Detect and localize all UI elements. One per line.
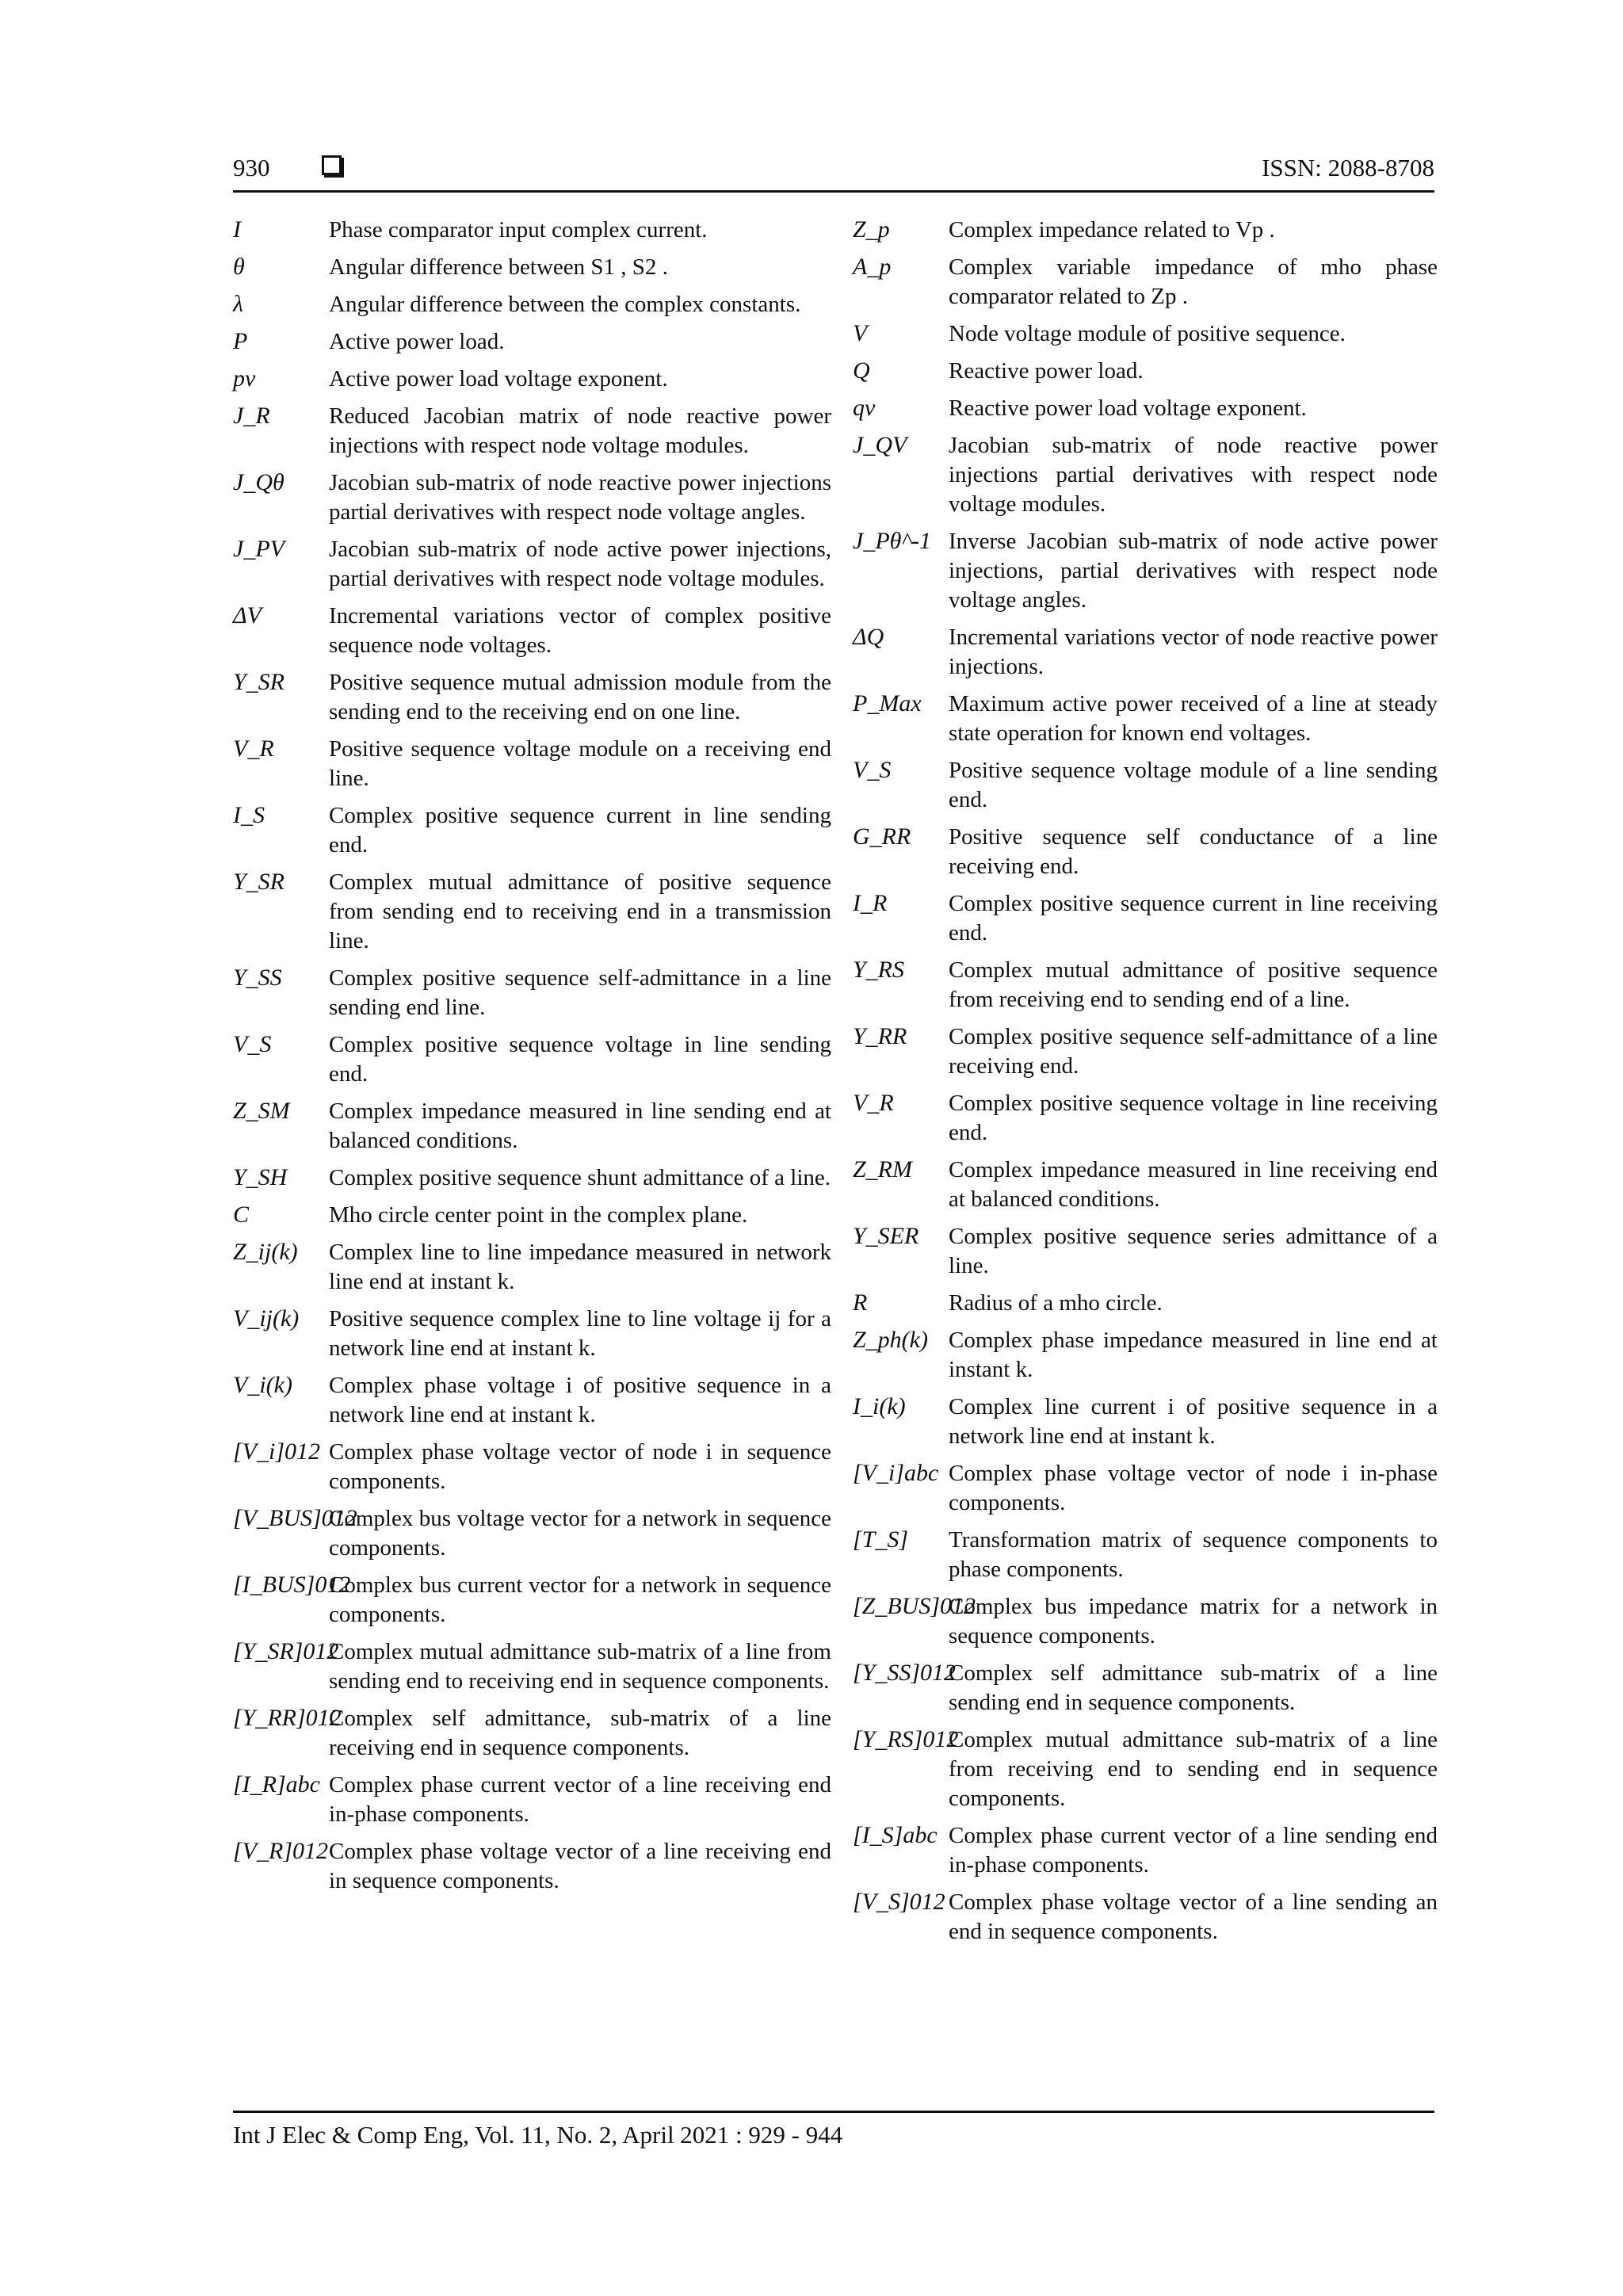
symbol: Y_RR (853, 1023, 907, 1049)
definition: Jacobian sub-matrix of node reactive power injections partial derivatives with respect node voltage angles. (329, 470, 831, 525)
symbol: Z_ij(k) (233, 1239, 298, 1265)
symbol: V_S (233, 1031, 272, 1057)
page-header (233, 151, 1434, 193)
symbol: J_QV (853, 432, 907, 458)
symbol: R (853, 1289, 868, 1316)
symbol: [Y_RR]012 (233, 1705, 342, 1731)
nomenclature-entry (853, 1821, 1438, 1880)
definition: Complex positive sequence shunt admittance of a line. (329, 1165, 831, 1190)
issn-label: ISSN: 2088-8708 (1262, 154, 1434, 181)
symbol: V_R (233, 735, 274, 762)
symbol: Z_ph(k) (853, 1327, 928, 1353)
nomenclature-entry (233, 1704, 831, 1763)
nomenclature-entry (233, 1030, 831, 1089)
symbol: [V_BUS]012 (233, 1505, 357, 1531)
symbol: [Y_SS]012 (853, 1660, 957, 1686)
definition: Complex self admittance sub-matrix of a line sending end in sequence components. (949, 1660, 1438, 1715)
definition: Complex variable impedance of mho phase comparator related to Zp . (949, 254, 1438, 309)
nomenclature-entry (853, 319, 1438, 349)
nomenclature-entry (853, 1725, 1438, 1813)
definition: Positive sequence voltage module on a receiving end line. (329, 736, 831, 791)
definition: Jacobian sub-matrix of node active power injections, partial derivatives with respect node voltage modules. (329, 537, 831, 591)
definition: Complex mutual admittance of positive sequence from receiving end to sending end of a line. (949, 957, 1438, 1012)
definition: Complex bus voltage vector for a network in sequence components. (329, 1506, 831, 1561)
nomenclature-entry (233, 1201, 831, 1230)
symbol: Z_SM (233, 1098, 290, 1124)
definition: Complex bus impedance matrix for a network in sequence components. (949, 1594, 1438, 1648)
definition: Complex line to line impedance measured in network line end at instant k. (329, 1240, 831, 1294)
definition: Inverse Jacobian sub-matrix of node active power injections, partial derivatives with respect node voltage angles. (949, 529, 1438, 613)
symbol: Y_SR (233, 669, 285, 695)
nomenclature-entry (853, 1526, 1438, 1584)
symbol: J_Qθ (233, 469, 285, 495)
definition: Complex line current i of positive sequence in a network line end at instant k. (949, 1394, 1438, 1449)
definition: Complex phase voltage vector of a line sending an end in sequence components. (949, 1889, 1438, 1944)
nomenclature-entry (853, 1222, 1438, 1281)
symbol: [V_R]012 (233, 1838, 328, 1864)
nomenclature-entry (853, 1326, 1438, 1385)
definition: Active power load voltage exponent. (329, 366, 668, 392)
symbol: I_S (233, 802, 265, 828)
definition: Active power load. (329, 329, 505, 354)
definition: Complex phase voltage vector of node i in-phase components. (949, 1461, 1438, 1515)
definition: Reduced Jacobian matrix of node reactive power injections with respect node voltage modules. (329, 403, 831, 458)
definition: Complex phase current vector of a line sending end in-phase components. (949, 1823, 1438, 1878)
symbol: λ (233, 291, 243, 317)
definition: Complex phase impedance measured in line end at instant k. (949, 1328, 1438, 1382)
symbol: qv (853, 395, 876, 421)
nomenclature-entry (853, 216, 1438, 245)
definition: Complex positive sequence current in line sending end. (329, 803, 831, 858)
definition: Complex phase voltage i of positive sequence in a network line end at instant k. (329, 1373, 831, 1427)
symbol: Z_p (853, 216, 890, 243)
symbol: C (233, 1201, 250, 1228)
nomenclature-entry (853, 956, 1438, 1014)
definition: Maximum active power received of a line at steady state operation for known end voltages. (949, 691, 1438, 746)
symbol: I (233, 216, 241, 243)
nomenclature-entry (233, 1097, 831, 1156)
nomenclature-entry (853, 1392, 1438, 1451)
nomenclature-entry (853, 1289, 1438, 1318)
nomenclature-entry (233, 1305, 831, 1363)
definition: Reactive power load voltage exponent. (949, 395, 1307, 421)
definition: Positive sequence complex line to line voltage ij for a network line end at instant k. (329, 1306, 831, 1361)
footer-rule (233, 2111, 1434, 2113)
definition: Reactive power load. (949, 358, 1144, 384)
definition: Complex positive sequence voltage in line sending end. (329, 1032, 831, 1087)
definition: Phase comparator input complex current. (329, 217, 708, 243)
definition: Complex phase voltage vector of node i in sequence components. (329, 1439, 831, 1494)
symbol: J_PV (233, 536, 285, 562)
nomenclature-entry (233, 402, 831, 460)
definition: Complex positive sequence voltage in line receiving end. (949, 1091, 1438, 1145)
symbol: G_RR (853, 823, 911, 850)
nomenclature-entry (853, 889, 1438, 948)
nomenclature-entry (233, 253, 831, 282)
definition: Jacobian sub-matrix of node reactive power injections partial derivatives with respect node voltage modules. (949, 433, 1438, 517)
definition: Node voltage module of positive sequence. (949, 321, 1346, 346)
symbol: ΔV (233, 602, 262, 628)
nomenclature-entry (853, 527, 1438, 615)
symbol: Y_SS (233, 965, 282, 991)
nomenclature-entry (853, 690, 1438, 748)
symbol: V_i(k) (233, 1372, 292, 1398)
symbol: Y_SH (233, 1164, 288, 1190)
definition: Positive sequence self conductance of a line receiving end. (949, 824, 1438, 879)
nomenclature-entry (233, 964, 831, 1022)
nomenclature-entry (233, 602, 831, 660)
nomenclature-entry (233, 1504, 831, 1563)
symbol: V_S (853, 757, 892, 783)
definition: Complex self admittance, sub-matrix of a line receiving end in sequence components. (329, 1706, 831, 1760)
nomenclature-entry (233, 1438, 831, 1496)
symbol: A_p (853, 254, 892, 280)
nomenclature-entry (233, 290, 831, 319)
nomenclature-entry (233, 1771, 831, 1829)
symbol: [I_S]abc (853, 1822, 938, 1848)
symbol: P_Max (853, 690, 922, 716)
nomenclature-entry (233, 668, 831, 727)
symbol: V_ij(k) (233, 1305, 300, 1331)
nomenclature-entry (853, 357, 1438, 386)
nomenclature-entry (853, 1659, 1438, 1717)
nomenclature-entry (233, 365, 831, 394)
square-bullet-icon (322, 155, 342, 175)
nomenclature-entry (853, 1156, 1438, 1214)
definition: Complex positive sequence current in line receiving end. (949, 891, 1438, 946)
symbol: [I_BUS]012 (233, 1572, 351, 1598)
nomenclature-left-column (233, 216, 831, 1904)
nomenclature-entry (853, 1888, 1438, 1946)
nomenclature-entry (233, 216, 831, 245)
definition: Angular difference between the complex constants. (329, 292, 801, 317)
definition: Positive sequence voltage module of a line sending end. (949, 758, 1438, 812)
nomenclature-right-column (853, 216, 1438, 1954)
nomenclature-entry (233, 1637, 831, 1696)
nomenclature-entry (233, 868, 831, 956)
symbol: [Y_SR]012 (233, 1638, 339, 1664)
symbol: I_i(k) (853, 1393, 906, 1419)
nomenclature-entry (853, 1459, 1438, 1518)
definition: Transformation matrix of sequence components to phase components. (949, 1527, 1438, 1582)
nomenclature-entry (233, 1371, 831, 1430)
nomenclature-entry (853, 253, 1438, 311)
definition: Mho circle center point in the complex plane. (329, 1202, 748, 1228)
definition: Complex mutual admittance of positive sequence from sending end to receiving end in a transmission line. (329, 869, 831, 953)
nomenclature-entry (233, 535, 831, 594)
symbol: [V_i]abc (853, 1460, 939, 1486)
definition: Incremental variations vector of node reactive power injections. (949, 625, 1438, 679)
symbol: V_R (853, 1090, 894, 1116)
definition: Complex impedance measured in line receiving end at balanced conditions. (949, 1157, 1438, 1212)
symbol: θ (233, 254, 245, 280)
page-number: 930 (233, 154, 270, 181)
definition: Complex positive sequence self-admittance in a line sending end line. (329, 965, 831, 1020)
symbol: J_Pθ^-1 (853, 528, 932, 554)
symbol: Z_RM (853, 1156, 912, 1182)
symbol: Q (853, 357, 870, 384)
nomenclature-entry (233, 1837, 831, 1896)
definition: Radius of a mho circle. (949, 1290, 1163, 1316)
nomenclature-entry (853, 1592, 1438, 1651)
nomenclature-entry (233, 735, 831, 793)
symbol: ΔQ (853, 624, 884, 650)
definition: Complex impedance measured in line sending end at balanced conditions. (329, 1098, 831, 1153)
symbol: J_R (233, 403, 270, 429)
nomenclature-entry (233, 1238, 831, 1297)
nomenclature-entry (233, 801, 831, 860)
symbol: [V_i]012 (233, 1438, 321, 1465)
definition: Complex mutual admittance sub-matrix of a line from receiving end to sending end in sequence components. (949, 1727, 1438, 1811)
nomenclature-entry (853, 431, 1438, 519)
definition: Complex impedance related to Vp . (949, 217, 1275, 243)
definition: Incremental variations vector of complex positive sequence node voltages. (329, 603, 831, 658)
definition: Complex positive sequence series admittance of a line. (949, 1224, 1438, 1278)
nomenclature-entry (853, 623, 1438, 682)
symbol: [Y_RS]012 (853, 1726, 959, 1752)
nomenclature-entry (853, 756, 1438, 815)
page-footer: Int J Elec & Comp Eng, Vol. 11, No. 2, April 2021 : 929 - 944 (233, 2121, 843, 2149)
symbol: I_R (853, 890, 888, 916)
definition: Complex bus current vector for a network in sequence components. (329, 1572, 831, 1627)
nomenclature-entry (233, 1571, 831, 1629)
symbol: [Z_BUS]012 (853, 1593, 976, 1619)
symbol: P (233, 328, 248, 354)
definition: Positive sequence mutual admission module from the sending end to the receiving end on one line. (329, 670, 831, 724)
definition: Complex positive sequence self-admittance of a line receiving end. (949, 1024, 1438, 1079)
definition: Angular difference between S1 , S2 . (329, 254, 668, 280)
nomenclature-entry (853, 823, 1438, 881)
nomenclature-entry (853, 1089, 1438, 1148)
symbol: V (853, 320, 868, 346)
definition: Complex phase current vector of a line receiving end in-phase components. (329, 1772, 831, 1827)
nomenclature-entry (853, 1022, 1438, 1081)
header-rule (233, 190, 1434, 193)
symbol: [V_S]012 (853, 1889, 945, 1915)
symbol: Y_RS (853, 957, 905, 983)
definition: Complex phase voltage vector of a line receiving end in sequence components. (329, 1839, 831, 1893)
symbol: pv (233, 365, 256, 392)
nomenclature-entry (233, 1163, 831, 1193)
symbol: Y_SR (233, 869, 285, 895)
symbol: [I_R]abc (233, 1771, 320, 1797)
symbol: Y_SER (853, 1223, 919, 1249)
nomenclature-entry (233, 327, 831, 357)
nomenclature-entry (233, 468, 831, 527)
nomenclature-entry (853, 394, 1438, 423)
definition: Complex mutual admittance sub-matrix of a line from sending end to receiving end in sequence components. (329, 1639, 831, 1694)
symbol: [T_S] (853, 1526, 909, 1553)
